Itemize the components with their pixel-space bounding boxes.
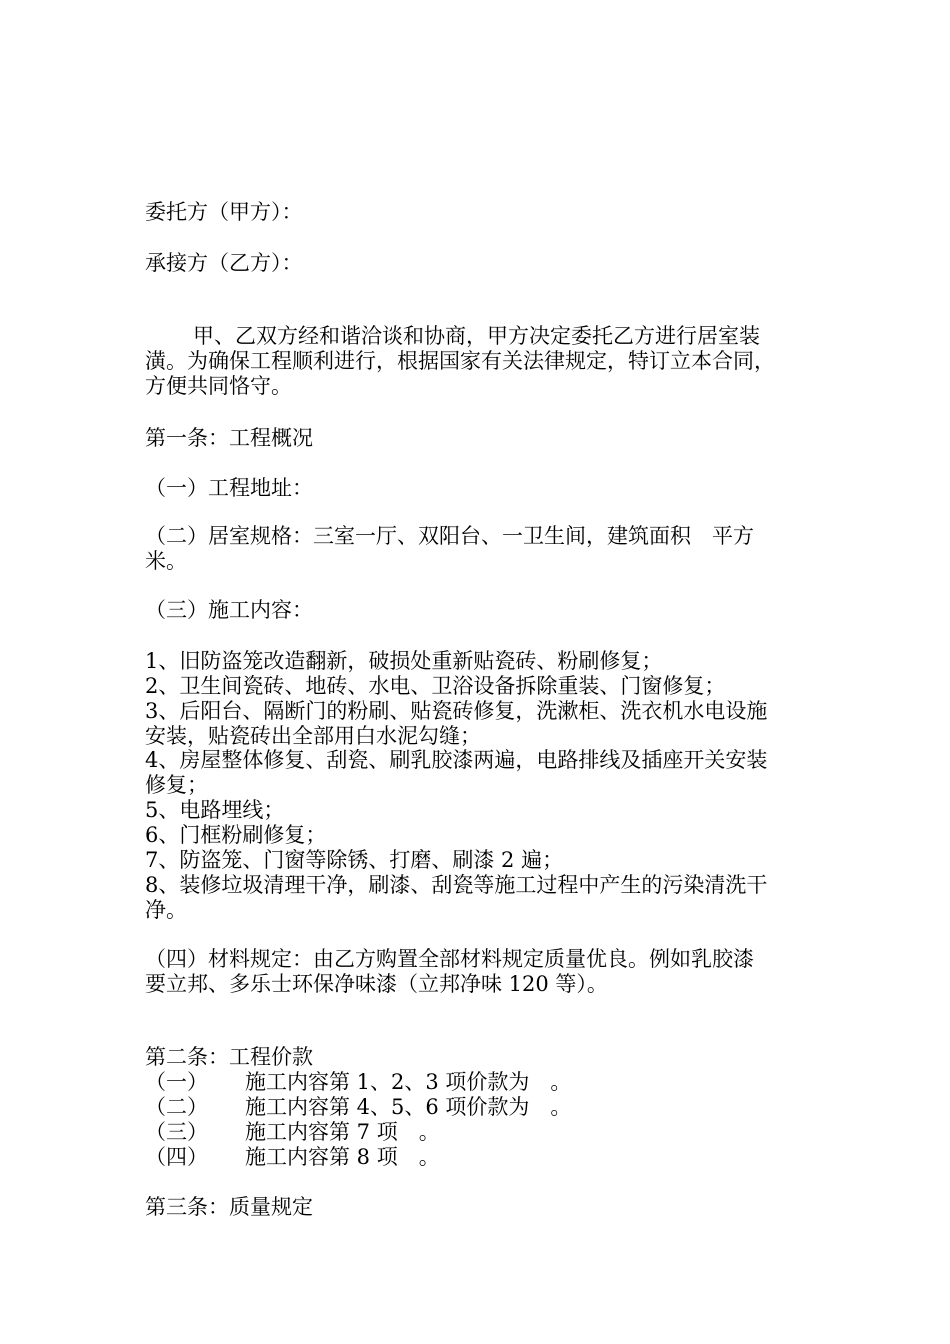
article-1-title: 第一条：工程概况 xyxy=(145,426,313,450)
materials-line-2: 要立邦、多乐士环保净味漆（立邦净味 120 等）。 xyxy=(145,972,608,996)
list-item: 4、房屋整体修复、刮瓷、刷乳胶漆两遍，电路排线及插座开关安装 xyxy=(145,748,768,772)
article-3-title: 第三条：质量规定 xyxy=(145,1195,313,1219)
spec-line-1: （二）居室规格：三室一厅、双阳台、一卫生间，建筑面积 平方 xyxy=(145,524,754,548)
list-item: 净。 xyxy=(145,898,187,922)
list-item: 修复； xyxy=(145,773,208,797)
party-b-label: 承接方（乙方）： xyxy=(145,251,303,275)
list-item: 3、后阳台、隔断门的粉刷、贴瓷砖修复，洗漱柜、洗衣机水电设施 xyxy=(145,699,768,723)
price-row-text: 施工内容第 8 项 。 xyxy=(245,1145,440,1169)
price-row-number: （三） xyxy=(145,1120,208,1144)
intro-line-2: 潢。为确保工程顺利进行，根据国家有关法律规定，特订立本合同， xyxy=(145,349,775,373)
content-title: （三）施工内容： xyxy=(145,598,313,622)
spec-line-2: 米。 xyxy=(145,549,187,573)
price-row-number: （四） xyxy=(145,1145,208,1169)
price-row-text: 施工内容第 1、2、3 项价款为 。 xyxy=(245,1070,572,1094)
list-item: 8、装修垃圾清理干净，刷漆、刮瓷等施工过程中产生的污染清洗干 xyxy=(145,873,768,897)
price-row-text: 施工内容第 7 项 。 xyxy=(245,1120,440,1144)
list-item: 1、旧防盗笼改造翻新，破损处重新贴瓷砖、粉刷修复； xyxy=(145,649,663,673)
address-label: （一）工程地址： xyxy=(145,476,313,500)
intro-line-1: 甲、乙双方经和谐洽谈和协商，甲方决定委托乙方进行居室装 xyxy=(193,324,760,348)
article-2-title: 第二条：工程价款 xyxy=(145,1045,313,1069)
list-item: 5、电路埋线； xyxy=(145,798,285,822)
price-row-text: 施工内容第 4、5、6 项价款为 。 xyxy=(245,1095,572,1119)
materials-line-1: （四）材料规定：由乙方购置全部材料规定质量优良。例如乳胶漆 xyxy=(145,947,754,971)
price-row-number: （一） xyxy=(145,1070,208,1094)
intro-line-3: 方便共同恪守。 xyxy=(145,374,292,398)
list-item: 6、门框粉刷修复； xyxy=(145,823,327,847)
list-item: 安装，贴瓷砖出全部用白水泥勾缝； xyxy=(145,724,481,748)
party-a-label: 委托方（甲方）： xyxy=(145,200,303,224)
list-item: 7、防盗笼、门窗等除锈、打磨、刷漆 2 遍； xyxy=(145,848,564,872)
list-item: 2、卫生间瓷砖、地砖、水电、卫浴设备拆除重装、门窗修复； xyxy=(145,674,726,698)
price-row-number: （二） xyxy=(145,1095,208,1119)
